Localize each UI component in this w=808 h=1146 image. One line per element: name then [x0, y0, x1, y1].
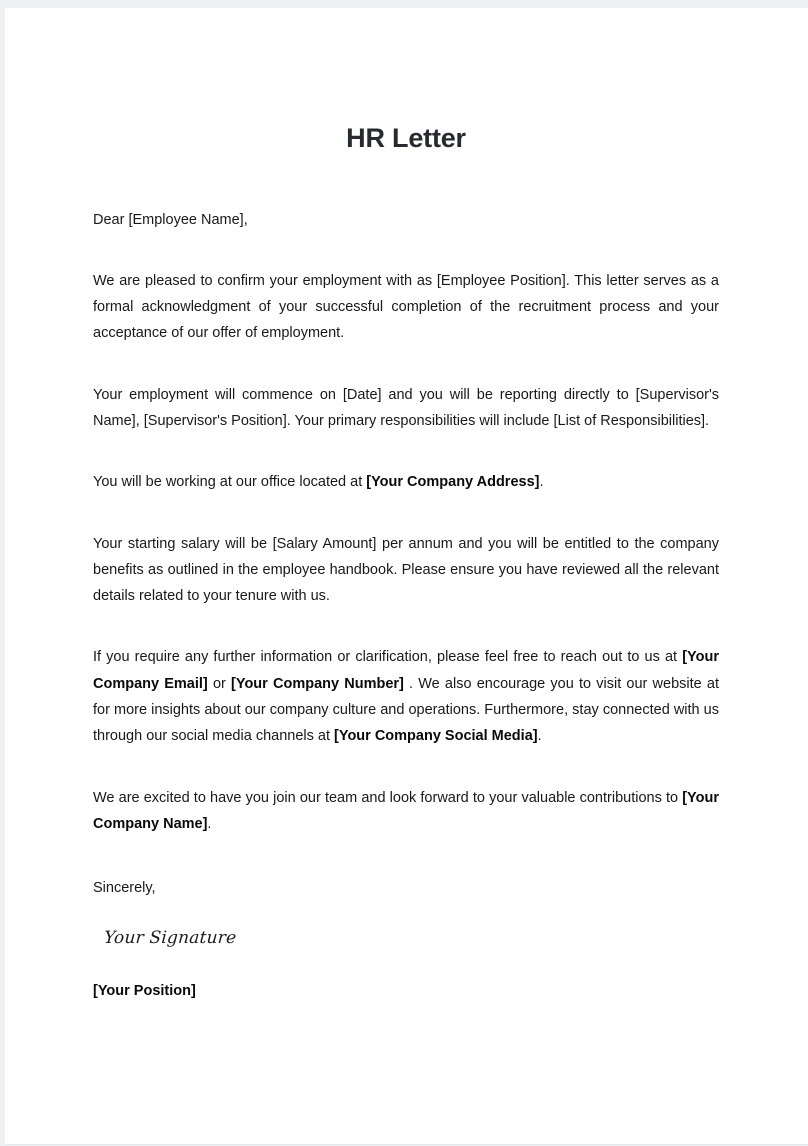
document-content — [93, 8, 719, 1004]
text-run: We are excited to have you join our team and look forward to your valuable contributions to — [93, 789, 683, 806]
text-run: . — [539, 474, 544, 491]
text-run: We are pleased to confirm your employment with as [Employee Position]. This letter serves as a formal acknowledgment of your successful completion of the recruitment process and your acceptance of our offer of employment. — [93, 272, 719, 342]
placeholder-token: [Your Company Social Media] — [334, 728, 538, 745]
closing-line: Sincerely, — [93, 880, 156, 897]
signature-position: [Your Position] — [93, 983, 196, 1000]
text-run: You will be working at our office located at — [93, 474, 367, 491]
placeholder-token: [Your Company Email] — [93, 649, 719, 692]
paragraph-commencement-details — [93, 347, 719, 435]
placeholder-token: [Your Company Address] — [366, 474, 540, 491]
text-run: . We also encourage you to visit our website at for more insights about our company culture and operations. Furthermore, stay connected with us through our social media channels at — [93, 675, 719, 745]
placeholder-token: [Your Company Name] — [93, 789, 719, 832]
paragraph-salary-benefits — [93, 496, 719, 610]
page-title: HR Letter — [346, 123, 466, 153]
paragraph-contact-information — [93, 609, 719, 749]
text-run: Your employment will commence on [Date] and you will be reporting directly to [Supervisor's Name], [Supervisor's Position]. Your primary responsibilities will include [List of Responsibilities]. — [93, 386, 719, 429]
salutation-line: Dear [Employee Name], — [93, 211, 248, 228]
text-run: If you require any further information or clarification, please feel free to reach out to us at — [93, 649, 683, 666]
paragraph-welcome-closing — [93, 750, 719, 838]
text-run: Your starting salary will be [Salary Amount] per annum and you will be entitled to the company benefits as outlined in the employee handbook. Please ensure you have reviewed all the relevant details related to your tenure with us. — [93, 535, 719, 605]
placeholder-token: [Your Company Number] — [231, 675, 404, 692]
paragraph-list — [93, 233, 719, 837]
signature-mark: Your Signature — [103, 928, 238, 949]
paragraph-office-location — [93, 434, 719, 495]
text-run: or — [207, 675, 232, 692]
text-run: . — [207, 815, 212, 832]
document-page — [5, 8, 808, 1145]
paragraph-employment-confirmation — [93, 233, 719, 347]
text-run: . — [537, 728, 542, 745]
